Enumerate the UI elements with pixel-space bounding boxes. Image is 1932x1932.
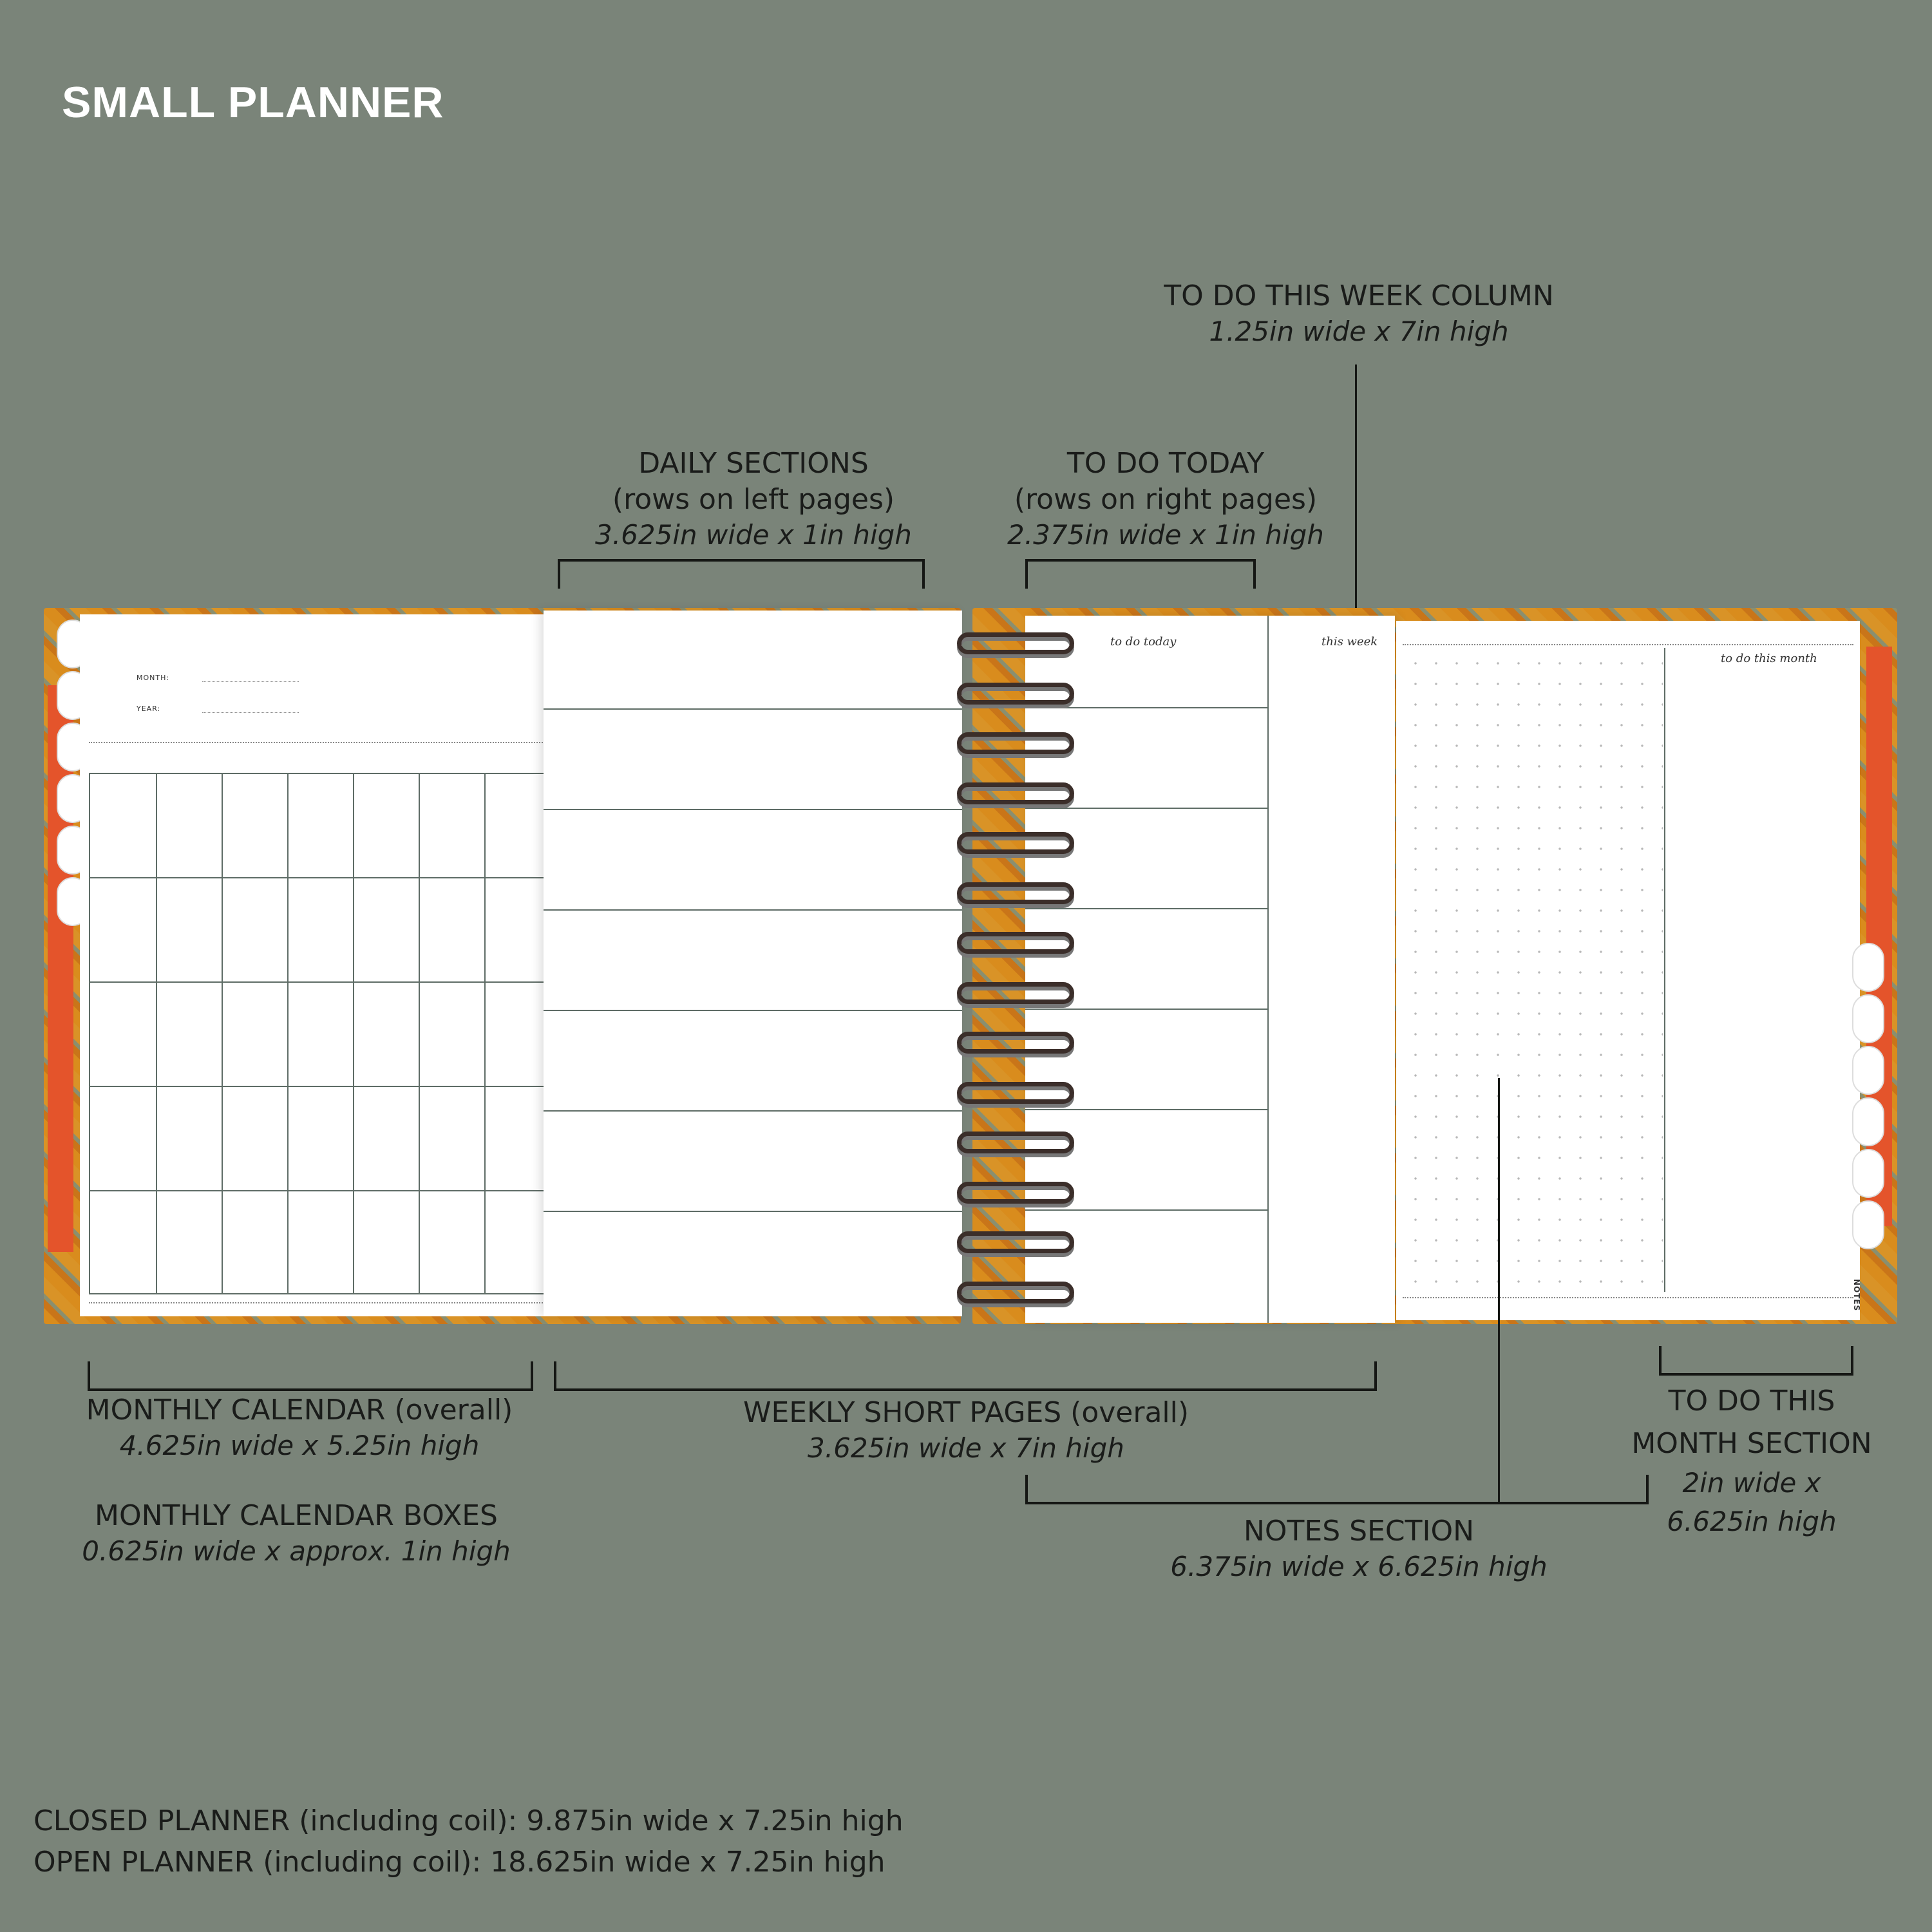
coil-ring [957, 1132, 1074, 1155]
page-title: SMALL PLANNER [62, 78, 444, 127]
label-todo-week [1095, 278, 1623, 349]
label-daily-sub: (rows on left pages) [612, 483, 895, 516]
label-monthly-overall-dim: 4.625in wide x 5.25in high [119, 1430, 480, 1461]
label-weekly-overall-dim: 3.625in wide x 7in high [808, 1432, 1124, 1464]
notes-page [1396, 621, 1860, 1320]
this-week-divider [1267, 616, 1269, 1323]
calendar-col-line [222, 774, 223, 1293]
label-todo-month-dim-2: 6.625in high [1667, 1506, 1837, 1537]
label-daily [528, 446, 979, 553]
monthly-bracket [88, 1361, 533, 1391]
coil-ring-front [957, 832, 1074, 854]
coil-ring-front [957, 932, 1074, 954]
daily-row-line [544, 1010, 962, 1011]
coil-ring-front [957, 732, 1074, 754]
daily-row-line [544, 708, 962, 710]
coil-ring [957, 932, 1074, 955]
weekly-bracket [554, 1361, 1377, 1391]
todo-row-line [1025, 908, 1267, 909]
label-notes-title: NOTES SECTION [1244, 1515, 1474, 1548]
coil-ring [957, 1231, 1074, 1255]
label-todo-today-sub: (rows on right pages) [1014, 483, 1318, 516]
daily-row-line [544, 909, 962, 911]
month-label: MONTH: [137, 674, 170, 682]
dot-grid [1405, 653, 1663, 1297]
label-notes-dim: 6.375in wide x 6.625in high [1170, 1551, 1548, 1582]
coil-ring [957, 782, 1074, 806]
bottom-dotted-rule [89, 1302, 589, 1303]
label-todo-week-title: TO DO THIS WEEK COLUMN [1164, 279, 1554, 312]
coil-ring [957, 683, 1074, 706]
notes-bottom-rule [1403, 1297, 1853, 1298]
year-line [202, 712, 299, 713]
divider-tab[interactable] [1852, 994, 1884, 1043]
open-planner-dimensions: OPEN PLANNER (including coil): 18.625in wide x 7.25in high [33, 1846, 886, 1879]
divider-tab[interactable] [1852, 1149, 1884, 1198]
coil-ring-front [957, 982, 1074, 1004]
label-weekly-overall-title: WEEKLY SHORT PAGES (overall) [743, 1396, 1189, 1429]
coil-ring-front [957, 683, 1074, 705]
coil-ring-front [957, 632, 1074, 654]
divider-tab[interactable] [1852, 1200, 1884, 1249]
label-monthly-boxes-title: MONTHLY CALENDAR BOXES [95, 1499, 498, 1532]
label-todo-month-dim-1: 2in wide x [1682, 1467, 1821, 1499]
coil-ring-front [957, 1231, 1074, 1253]
coil-ring-front [957, 1282, 1074, 1303]
notes-top-rule [1403, 644, 1853, 645]
label-todo-today [966, 446, 1365, 553]
daily-bracket [558, 559, 925, 589]
daily-row-line [544, 1110, 962, 1112]
notes-bracket [1025, 1475, 1649, 1504]
todo-month-bracket [1659, 1346, 1853, 1376]
todo-row-line [1025, 1009, 1267, 1010]
label-monthly-overall [39, 1392, 560, 1463]
label-monthly-boxes [39, 1498, 554, 1569]
label-daily-title: DAILY SECTIONS [638, 447, 869, 480]
divider-tab[interactable] [1852, 943, 1884, 992]
coil-ring-front [957, 1032, 1074, 1054]
todo-today-bracket [1025, 559, 1256, 589]
weekly-left-page [544, 611, 962, 1316]
calendar-row-line [90, 877, 589, 878]
daily-row-line [544, 809, 962, 810]
label-todo-month-title-1: TO DO THIS [1668, 1385, 1835, 1417]
divider-tab[interactable] [1852, 1097, 1884, 1146]
coil-ring [957, 632, 1074, 656]
calendar-col-line [484, 774, 486, 1293]
label-weekly-overall [708, 1395, 1224, 1466]
monthly-calendar-page [80, 614, 589, 1316]
coil-ring-front [957, 1132, 1074, 1153]
coil-ring [957, 1182, 1074, 1205]
label-todo-month [1610, 1383, 1893, 1539]
divider-tab[interactable] [1852, 1046, 1884, 1095]
coil-ring-front [957, 782, 1074, 804]
label-notes [1095, 1513, 1623, 1584]
coil-ring [957, 732, 1074, 755]
planner-illustration [44, 608, 1897, 1324]
calendar-row-line [90, 981, 589, 983]
notes-tab-label: NOTES [1852, 1278, 1862, 1312]
label-todo-week-dim: 1.25in wide x 7in high [1209, 316, 1509, 347]
weekly-right-page [1025, 616, 1395, 1323]
calendar-col-line [287, 774, 289, 1293]
daily-rows [544, 611, 962, 1316]
calendar-col-line [156, 774, 157, 1293]
coil-ring [957, 1282, 1074, 1305]
to-do-this-month-heading: to do this month [1721, 652, 1817, 665]
notes-divider [1664, 648, 1665, 1292]
month-line [202, 681, 299, 682]
daily-row-line [544, 1211, 962, 1212]
todo-today-rows [1025, 616, 1267, 1323]
label-todo-today-title: TO DO TODAY [1066, 447, 1265, 480]
calendar-col-line [353, 774, 354, 1293]
calendar-grid [89, 773, 589, 1294]
coil-ring-front [957, 1082, 1074, 1104]
closed-planner-dimensions: CLOSED PLANNER (including coil): 9.875in wide x 7.25in high [33, 1804, 904, 1837]
coil-ring [957, 1032, 1074, 1055]
this-week-heading: this week [1321, 635, 1378, 649]
calendar-row-line [90, 1190, 589, 1191]
top-dotted-rule [89, 742, 589, 743]
year-label: YEAR: [137, 705, 161, 713]
coil-ring [957, 982, 1074, 1005]
to-do-today-heading: to do today [1110, 635, 1177, 649]
label-todo-month-title-2: MONTH SECTION [1631, 1427, 1872, 1460]
label-monthly-boxes-dim: 0.625in wide x approx. 1in high [82, 1535, 511, 1567]
calendar-row-line [90, 1086, 589, 1087]
todo-row-line [1025, 1209, 1267, 1211]
coil-ring-front [957, 1182, 1074, 1204]
calendar-col-line [419, 774, 420, 1293]
coil-ring [957, 1082, 1074, 1105]
todo-row-line [1025, 1109, 1267, 1110]
label-monthly-overall-title: MONTHLY CALENDAR (overall) [86, 1394, 513, 1426]
notes-pointer-line [1498, 1078, 1500, 1503]
label-daily-dim: 3.625in wide x 1in high [595, 519, 912, 551]
label-todo-today-dim: 2.375in wide x 1in high [1007, 519, 1324, 551]
coil-ring [957, 882, 1074, 905]
coil-ring [957, 832, 1074, 855]
coil-ring-front [957, 882, 1074, 904]
